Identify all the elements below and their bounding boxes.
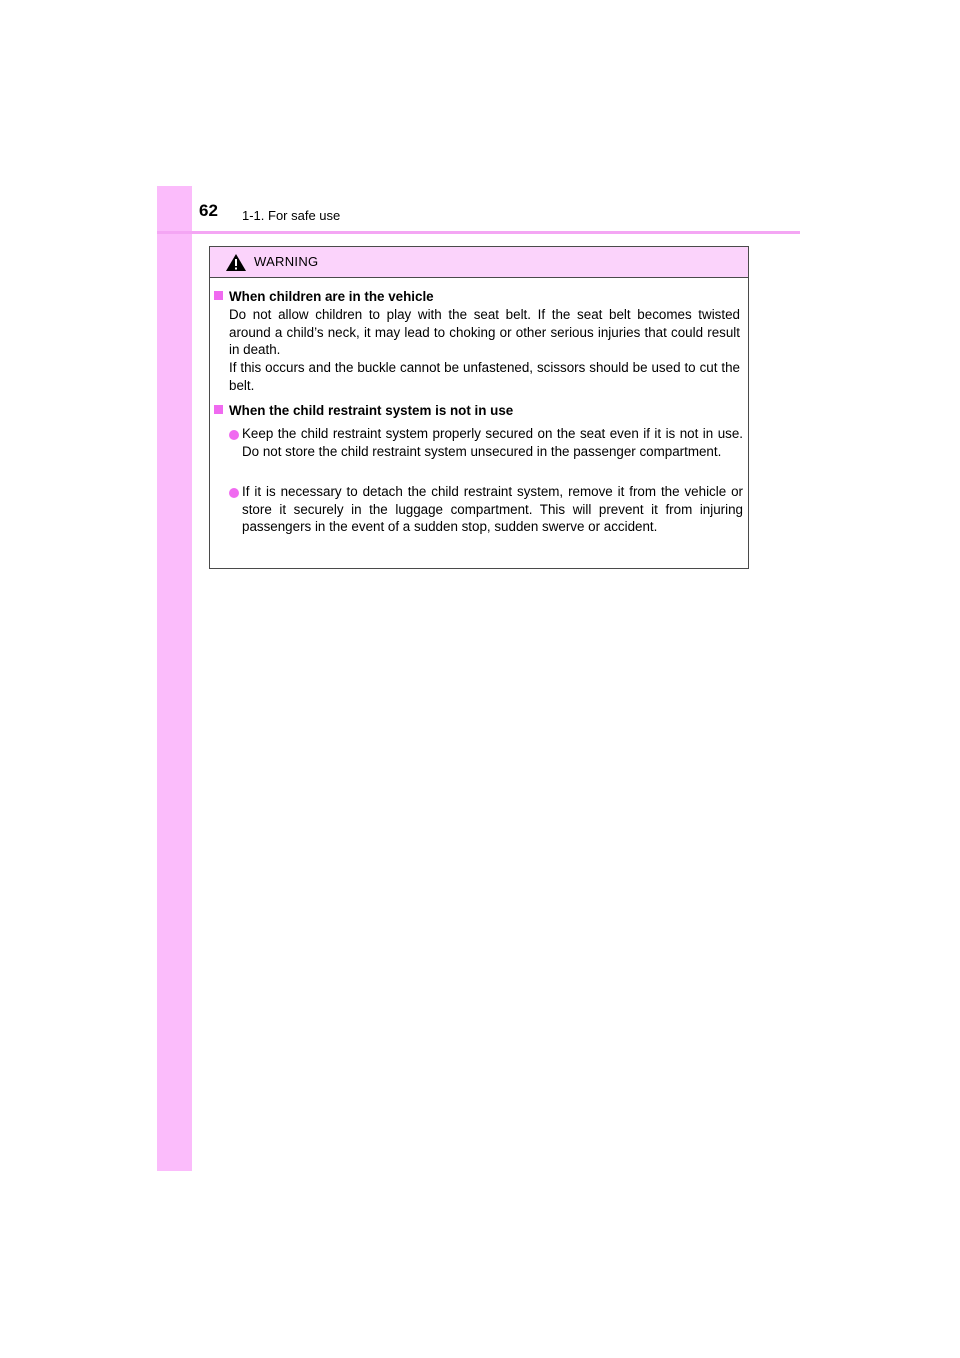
square-bullet-icon xyxy=(214,291,223,300)
header-rule xyxy=(157,231,800,234)
square-bullet-icon xyxy=(214,405,223,414)
item-heading-text: When the child restraint system is not in use xyxy=(229,403,514,418)
warning-triangle-icon xyxy=(225,253,247,272)
warning-box xyxy=(209,246,749,569)
section-title: 1-1. For safe use xyxy=(242,208,341,223)
warning-header xyxy=(210,247,748,278)
list-item-text: If it is necessary to detach the child restraint system, remove it from the vehicle or store it securely in the luggage compartment. This will prevent it from injuring passengers in the event of a sudden stop, sudden swerve or accident. xyxy=(242,484,743,535)
item-heading xyxy=(214,402,513,420)
paragraph: Do not allow children to play with the seat belt. If the seat belt becomes twisted around a child’s neck, it may lead to choking or other serious injuries that could result in death. xyxy=(229,307,740,358)
warning-title: WARNING xyxy=(254,254,319,269)
list-item-text: Keep the child restraint system properly secured on the seat even if it is not in use. Do not store the child restraint system unsecured in the passenger compartment. xyxy=(242,426,743,459)
item-heading-text: When children are in the vehicle xyxy=(229,289,434,304)
item-heading xyxy=(214,288,434,306)
dot-bullet-icon xyxy=(229,430,239,440)
paragraph: If this occurs and the buckle cannot be unfastened, scissors should be used to cut the belt. xyxy=(229,360,740,393)
dot-bullet-icon xyxy=(229,488,239,498)
side-color-band xyxy=(157,186,192,1171)
page-number: 62 xyxy=(199,201,218,220)
